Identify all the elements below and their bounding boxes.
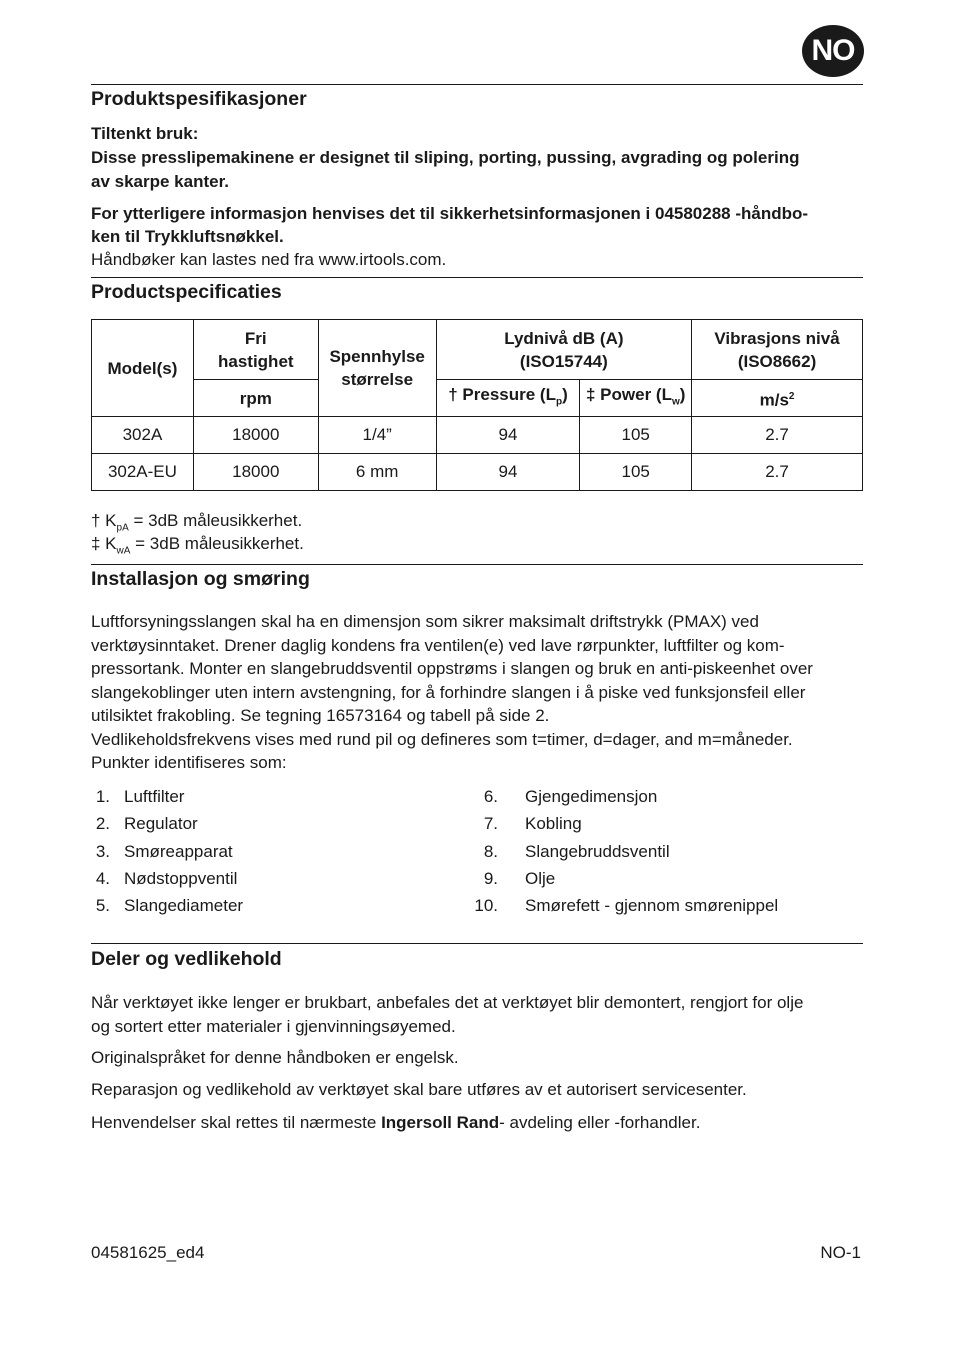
section-rule (91, 84, 863, 85)
footnote-text: = 3dB måleusikkerhet. (128, 511, 303, 530)
list-number: 6. (483, 787, 498, 806)
parts-section-title: Deler og vedlikehold (91, 948, 282, 970)
header-sound (436, 320, 691, 380)
list-label: Regulator (124, 814, 198, 834)
header-ms2 (692, 380, 863, 417)
footnote-kwa (91, 534, 304, 556)
list-item (91, 869, 243, 896)
page-number: NO-1 (820, 1243, 861, 1262)
table-row (92, 454, 863, 491)
doc-number: 04581625_ed4 (91, 1243, 205, 1262)
points-list-right (472, 787, 778, 923)
list-item (472, 896, 778, 923)
list-item (91, 896, 243, 923)
header-ms2-sup: 2 (788, 390, 795, 402)
cell-model: 302A-EU (92, 454, 194, 491)
header-vibration (692, 320, 863, 380)
install-section-title: Installasjon og smøring (91, 568, 310, 590)
contact-suffix: - avdeling eller -forhandler. (499, 1113, 701, 1132)
list-label: Luftfilter (124, 787, 185, 806)
list-number: 7. (483, 814, 498, 834)
paragraph-line: Når verktøyet ikke lenger er brukbart, anbefales det at verktøyet blir demontert, rengjort for olje (91, 993, 804, 1012)
list-label: Gjengedimensjon (525, 787, 658, 806)
list-label: Smøreapparat (124, 841, 233, 861)
list-number: 5. (95, 896, 110, 916)
section-rule (91, 277, 863, 278)
list-label: Smørefett - gjennom smørenippel (525, 896, 779, 916)
table-row (92, 417, 863, 454)
footnote-kpa (91, 511, 302, 533)
cell-model: 302A (92, 417, 194, 454)
list-item (91, 787, 243, 814)
language-badge: NO (802, 25, 864, 77)
list-item (472, 842, 778, 869)
cell-speed: 18000 (193, 417, 318, 454)
info-line: For ytterligere informasjon henvises det til sikkerhetsinformasjonen i 04580288 -håndbo- (91, 204, 809, 223)
paragraph-line: slangekoblinger uten intern avstengning, for å forhindre slangen i å piske ved funksjonsfeil eller (91, 682, 806, 702)
language-note: Originalspråket for denne håndboken er engelsk. (91, 1048, 459, 1067)
download-line: Håndbøker kan lastes ned fra www.irtools.com. (91, 250, 447, 269)
header-pressure: † Pressure $(L_p)$ (436, 380, 580, 417)
contact-prefix: Henvendelser skal rettes til nærmeste (91, 1113, 382, 1132)
points-list-left (91, 787, 243, 923)
list-label: Slangebruddsventil (525, 841, 670, 861)
paragraph-line: og sortert etter materialer i gjenvinningsøyemed. (91, 1016, 456, 1036)
paragraph-line: utilsiktet frakobling. Se tegning 16573164 og tabell på side 2. (91, 706, 550, 725)
paragraph-line: verktøysinntaket. Drener daglig kondens fra ventilen(e) ved lave rørpunkter, luftfilter og kom- (91, 635, 785, 655)
header-sound-text: Lydnivå dB (A) (ISO15744) (504, 328, 624, 371)
list-item (91, 814, 243, 841)
contact-note (91, 1111, 866, 1135)
list-item (472, 869, 778, 896)
list-label: Nødstoppventil (124, 868, 238, 888)
header-pressure-sub: p (555, 396, 563, 408)
list-number: 8. (483, 841, 498, 861)
header-pressure-text: † Pressure (L (448, 384, 556, 404)
cell-collet: 6 mm (318, 454, 436, 491)
list-label: Slangediameter (124, 896, 244, 916)
header-free-speed (193, 320, 318, 380)
cell-speed: 18000 (193, 454, 318, 491)
header-power-text: ‡ Power (L (586, 384, 672, 404)
header-rpm: rpm (193, 380, 318, 417)
list-item (472, 814, 778, 841)
header-ms2-text: m/s (759, 390, 789, 410)
brand-name: Ingersoll Rand (381, 1113, 500, 1132)
header-vibration-text: Vibrasjons nivå (ISO8662) (714, 328, 840, 371)
cell-vibration: 2.7 (692, 417, 863, 454)
paragraph-line: Vedlikeholdsfrekvens vises med rund pil og defineres som t=timer, d=dager, and m=måneder. (91, 729, 793, 749)
list-number: 1. (95, 787, 110, 806)
header-model: Model(s) (92, 320, 194, 417)
list-number: 10. (474, 896, 498, 916)
install-paragraph (91, 610, 866, 775)
section-rule (91, 564, 863, 565)
list-number: 4. (95, 868, 110, 888)
list-item (91, 842, 243, 869)
parts-paragraph (91, 991, 866, 1038)
header-collet (318, 320, 436, 417)
list-number: 3. (95, 841, 110, 861)
intended-use-label: Tiltenkt bruk: (91, 124, 199, 143)
list-label: Olje (525, 868, 556, 888)
list-label: Kobling (525, 814, 582, 834)
footnote-prefix: † K (91, 511, 117, 530)
list-number: 2. (95, 814, 110, 834)
repair-note: Reparasjon og vedlikehold av verktøyet skal bare utføres av et autorisert servicesenter. (91, 1080, 747, 1099)
intended-use-line: Disse presslipemakinene er designet til sliping, porting, pussing, avgrading og polering (91, 148, 800, 167)
intended-use-line: av skarpe kanter. (91, 172, 229, 191)
table-section-title: Productspecificaties (91, 281, 282, 303)
footnote-text: = 3dB måleusikkerhet. (130, 534, 304, 553)
footnote-prefix: ‡ K (91, 534, 117, 553)
list-item (472, 787, 778, 814)
list-number: 9. (483, 868, 498, 888)
paragraph-line: Luftforsyningsslangen skal ha en dimensjon som sikrer maksimalt driftstrykk (PMAX) ved (91, 612, 759, 631)
cell-power: 105 (580, 417, 692, 454)
cell-pressure: 94 (436, 454, 580, 491)
spec-section-title: Produktspesifikasjoner (91, 88, 307, 110)
header-power: ‡ Power $(L_w)$ (580, 380, 692, 417)
cell-collet: 1/4” (318, 417, 436, 454)
spec-table (91, 319, 863, 491)
header-power-sub: w (671, 396, 680, 408)
header-free-speed-text: Fri hastighet (218, 328, 294, 371)
footnote-sub: pA (116, 522, 129, 534)
section-rule (91, 943, 863, 944)
cell-vibration: 2.7 (692, 454, 863, 491)
info-line: ken til Trykkluftsnøkkel. (91, 227, 284, 246)
cell-pressure: 94 (436, 417, 580, 454)
paragraph-line: pressortank. Monter en slangebruddsventil oppstrøms i slangen og bruk en anti-piskeenhet over (91, 659, 813, 678)
paragraph-line: Punkter identifiseres som: (91, 753, 287, 772)
cell-power: 105 (580, 454, 692, 491)
header-collet-text: Spennhylse størrelse (329, 347, 425, 389)
footnote-sub: wA (116, 545, 131, 557)
